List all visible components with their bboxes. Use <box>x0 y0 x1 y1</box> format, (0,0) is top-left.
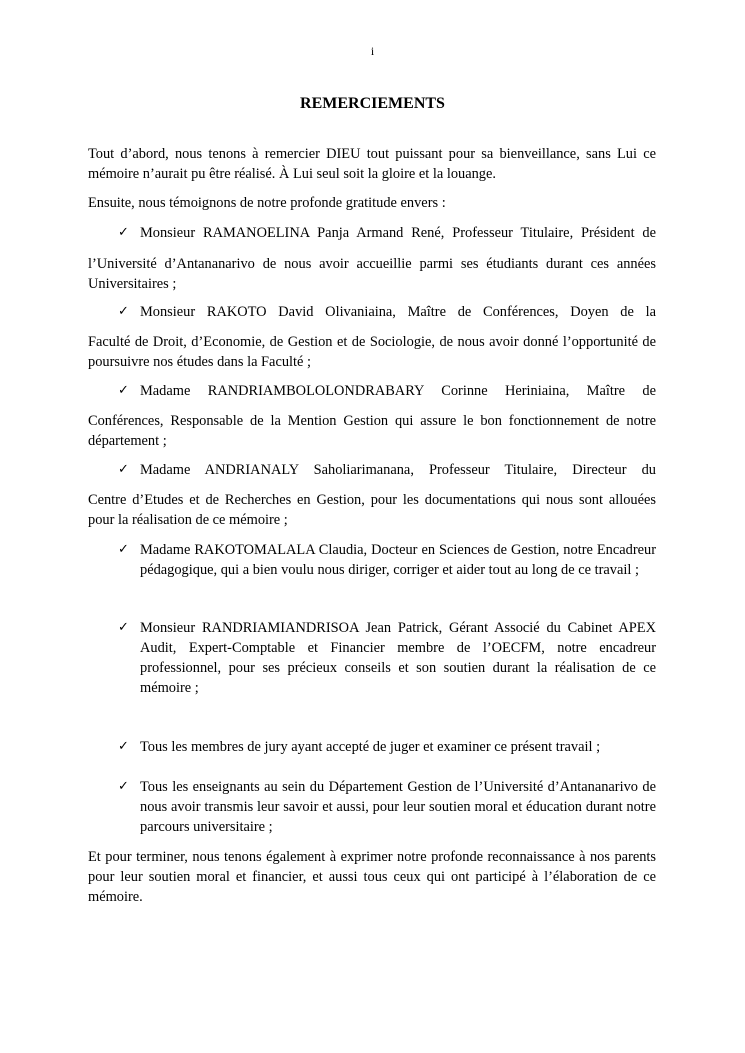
list-item <box>118 460 656 480</box>
list-item <box>118 223 656 243</box>
check-icon: ✓ <box>118 779 129 794</box>
list-item-first-line: Madame ANDRIANALY Saholiarimanana, Professeur Titulaire, Directeur du <box>140 462 656 478</box>
list-item-first-line: Madame RANDRIAMBOLOLONDRABARY Corinne Heriniaina, Maître de <box>140 383 656 399</box>
ensuite-paragraph: Ensuite, nous témoignons de notre profonde gratitude envers : <box>88 195 446 211</box>
list-item <box>118 777 656 837</box>
check-icon: ✓ <box>118 620 129 635</box>
closing-paragraph: Et pour terminer, nous tenons également à exprimer notre profonde reconnaissance à nos parents pour leur soutien moral et financier, et aussi tous ceux qui ont participé à l’élaboration de ce mémoire. <box>88 849 656 905</box>
check-icon: ✓ <box>118 383 129 398</box>
list-item-continuation: Faculté de Droit, d’Economie, de Gestion et de Sociologie, de nous avoir donné l’opportunité de poursuivre nos études dans la Faculté ; <box>88 334 656 370</box>
list-item-text: Tous les membres de jury ayant accepté de juger et examiner ce présent travail ; <box>140 739 601 755</box>
check-icon: ✓ <box>118 304 129 319</box>
list-item-text: Monsieur RANDRIAMIANDRISOA Jean Patrick, Gérant Associé du Cabinet APEX Audit, Expert-Comptable et Financier membre de l’OECFM, notre encadreur professionnel, pour ses précieux conseils et son soutien durant la réalisation de ce mémoire ; <box>140 620 656 696</box>
page-number: i <box>370 44 375 58</box>
check-icon: ✓ <box>118 542 129 557</box>
list-item-continuation: Conférences, Responsable de la Mention Gestion qui assure le bon fonctionnement de notre département ; <box>88 413 656 449</box>
list-item <box>118 381 656 401</box>
list-item-continuation: Centre d’Etudes et de Recherches en Gestion, pour les documentations qui nous sont allouées pour la réalisation de ce mémoire ; <box>88 492 656 528</box>
intro-paragraph: Tout d’abord, nous tenons à remercier DIEU tout puissant pour sa bienveillance, sans Lui ce mémoire n’aurait pu être réalisé. À Lui seul soit la gloire et la louange. <box>88 146 656 182</box>
list-item-text: Madame RAKOTOMALALA Claudia, Docteur en Sciences de Gestion, notre Encadreur pédagogique, qui a bien voulu nous diriger, corriger et aider tout au long de ce travail ; <box>140 542 656 578</box>
list-item-first-line: Monsieur RAKOTO David Olivaniaina, Maître de Conférences, Doyen de la <box>140 304 656 320</box>
list-item-first-line: Monsieur RAMANOELINA Panja Armand René, Professeur Titulaire, Président de <box>140 225 656 241</box>
list-item <box>118 737 656 757</box>
list-item <box>118 618 656 698</box>
check-icon: ✓ <box>118 225 129 240</box>
list-item <box>118 540 656 580</box>
list-item <box>118 302 656 322</box>
check-icon: ✓ <box>118 739 129 754</box>
list-item-text: Tous les enseignants au sein du Département Gestion de l’Université d’Antananarivo de nous avoir transmis leur savoir et aussi, pour leur soutien moral et éducation durant notre parcours universitaire ; <box>140 779 656 835</box>
check-icon: ✓ <box>118 462 129 477</box>
page-title: REMERCIEMENTS <box>300 95 445 112</box>
list-item-continuation: l’Université d’Antananarivo de nous avoir accueillie parmi ses étudiants durant ces années Universitaires ; <box>88 256 656 292</box>
